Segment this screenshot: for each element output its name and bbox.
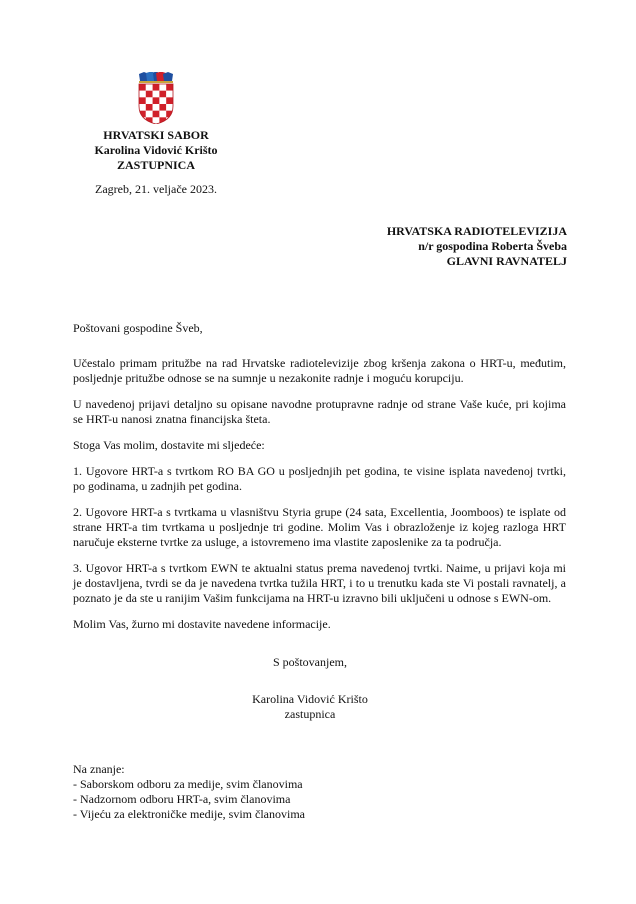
signature-block: [220, 692, 400, 722]
croatian-coat-of-arms-icon: [136, 72, 176, 124]
paragraph-4: 1. Ugovore HRT-a s tvrtkom RO BA GO u posljednjih pet godina, te visine isplata navedenoj tvrtki, po godinama, u zadnjih pet godina.: [73, 464, 566, 493]
sender-block: [76, 128, 236, 173]
sender-name: Karolina Vidović Krišto: [94, 143, 218, 157]
cc-item: - Vijeću za elektroničke medije, svim članovima: [73, 807, 305, 821]
paragraph-7: Molim Vas, žurno mi dostavite navedene informacije.: [73, 617, 331, 631]
signature-name: Karolina Vidović Krišto: [252, 692, 368, 706]
sender-role: ZASTUPNICA: [116, 158, 195, 172]
sender-org: HRVATSKI SABOR: [103, 128, 209, 142]
cc-title: Na znanje:: [73, 762, 125, 776]
salutation: Poštovani gospodine Šveb,: [73, 321, 203, 335]
signature-role: zastupnica: [284, 707, 336, 721]
recipient-attn: n/r gospodina Roberta Šveba: [418, 239, 567, 253]
closing: S poštovanjem,: [273, 655, 347, 669]
paragraph-3: Stoga Vas molim, dostavite mi sljedeće:: [73, 438, 265, 452]
cc-item: - Saborskom odboru za medije, svim članovima: [73, 777, 303, 791]
cc-block: [73, 762, 305, 822]
letter-date: Zagreb, 21. veljače 2023.: [95, 182, 217, 196]
cc-item: - Nadzornom odboru HRT-a, svim članovima: [73, 792, 291, 806]
recipient-block: [247, 224, 567, 269]
paragraph-6: 3. Ugovor HRT-a s tvrtkom EWN te aktualni status prema navedenoj tvrtki. Naime, u prijavi koja mi je dostavljena, tvrdi se da je navedena tvrtka tužila HRT, i to u trenutku kada ste Vi postali ravnatelj, a poznato je da ste u ranijim Vašim funkcijama na HRT-u izravno bili uključeni u odnose s EWN-om.: [73, 561, 566, 605]
paragraph-5: 2. Ugovore HRT-a s tvrtkama u vlasništvu Styria grupe (24 sata, Excellentia, Joomboos) te isplate od strane HRT-a tim tvrtkama u posljednje tri godine. Molim Vas i obrazloženje iz kojeg razloga HRT naručuje eksterne tvrtke za usluge, a istovremeno ima vlastite zaposlenike za ta područja.: [73, 505, 566, 549]
paragraph-1: Učestalo primam pritužbe na rad Hrvatske radiotelevizije zbog kršenja zakona o HRT-u, međutim, posljednje pritužbe odnose se na sumnje u nezakonite radnje i moguću korupciju.: [73, 356, 566, 385]
letter-body: [73, 356, 566, 643]
recipient-org: HRVATSKA RADIOTELEVIZIJA: [386, 224, 567, 238]
recipient-role: GLAVNI RAVNATELJ: [446, 254, 567, 268]
paragraph-2: U navedenoj prijavi detaljno su opisane navodne protupravne radnje od strane Vaše kuće, pri kojima se HRT-u nanosi znatna financijska šteta.: [73, 397, 566, 426]
